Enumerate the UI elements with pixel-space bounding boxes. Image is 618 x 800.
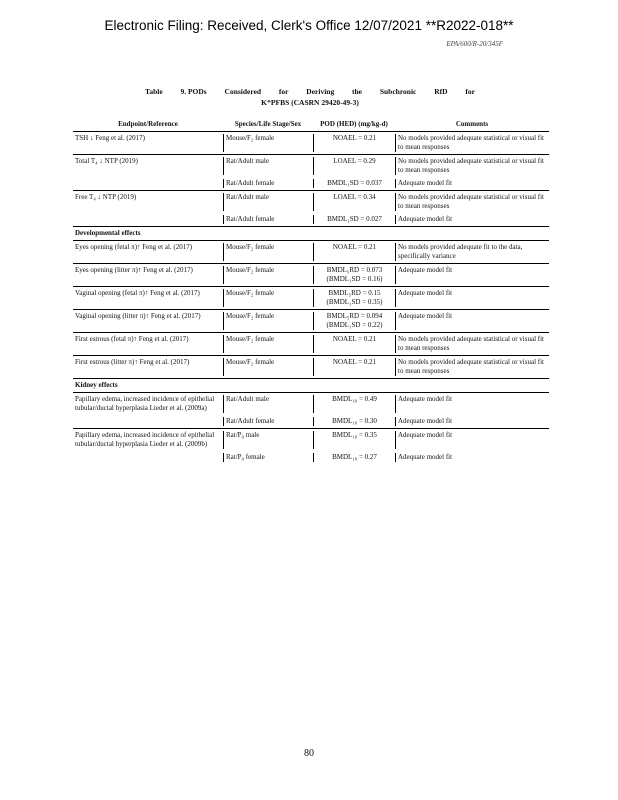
table-row [73,415,549,428]
table-row [73,131,549,154]
cell-species: Rat/P₀ male [223,431,313,449]
cell-pod: BMDL₁₀ = 0.27 [313,453,395,462]
cell-species: Mouse/F₂ female [223,266,313,284]
table-row [73,263,549,286]
table-row [73,154,549,177]
cell-endpoint [73,179,223,188]
section-row [73,226,549,240]
cell-endpoint: Vaginal opening (fetal π)↑ Feng et al. (2017) [75,289,200,297]
cell-pod: NOAEL = 0.21 [313,335,395,353]
pod-table [73,120,549,464]
cell-comments: No models provided adequate statistical or visual fit to mean responses [395,335,549,353]
table-row [73,240,549,263]
cell-species: Rat/Adult female [223,417,313,426]
cell-comments: Adequate model fit [395,431,549,449]
cell-endpoint: Eyes opening (litter π)↑ Feng et al. (2017) [75,266,193,274]
cell-comments: No models provided adequate statistical or visual fit to mean responses [395,358,549,376]
cell-comments: Adequate model fit [395,179,549,188]
cell-comments: Adequate model fit [395,312,549,330]
table-row [73,428,549,451]
caption-line-1 [145,86,475,97]
cell-comments: Adequate model fit [395,453,549,462]
cell-endpoint: First estrous (litter π)↑ Feng et al. (2017) [75,358,190,366]
caption-word: the [352,87,363,96]
cell-pod: BMDL₅RD = 0.073 (BMDL₁SD = 0.16) [313,266,395,284]
cell-endpoint: First estrous (fetal π)↑ Feng et al. (2017) [75,335,189,343]
caption-word: for [278,87,289,96]
table-row [73,309,549,332]
cell-comments: Adequate model fit [395,266,549,284]
cell-species: Rat/Adult female [223,215,313,224]
cell-endpoint: Eyes opening (fetal π)↑ Feng et al. (2017) [75,243,193,251]
page-number: 80 [304,748,314,759]
caption-word: Considered [224,87,262,96]
table-row [73,213,549,226]
cell-endpoint [73,417,223,426]
header-comments: Comments [455,120,489,128]
table-row [73,355,549,378]
table-caption [145,86,475,108]
cell-pod: BMDL₁SD = 0.027 [313,215,395,224]
cell-pod: BMDL₁SD = 0.037 [313,179,395,188]
header-pod: POD (HED) (mg/kg-d) [320,120,388,128]
cell-species: Mouse/F₂ female [223,335,313,353]
cell-pod: NOAEL = 0.21 [313,358,395,376]
cell-comments: Adequate model fit [395,289,549,307]
cell-species: Rat/Adult male [223,193,313,211]
cell-pod: NOAEL = 0.21 [313,134,395,152]
section-title: Kidney effects [75,381,118,389]
cell-comments: Adequate model fit [395,417,549,426]
cell-endpoint: Papillary edema, increased incidence of epithelial tubular/ductal hyperplasia Lieder et al. (2009b) [75,431,215,448]
cell-comments: No models provided adequate fit to the data, specifically variance [395,243,549,261]
cell-pod: BMDL₁₀ = 0.30 [313,417,395,426]
filing-header: Electronic Filing: Received, Clerk's Office 12/07/2021 **R2022-018** [104,18,514,33]
cell-species: Rat/Adult female [223,179,313,188]
cell-comments: No models provided adequate statistical or visual fit to mean responses [395,193,549,211]
cell-endpoint: Vaginal opening (litter π)↑ Feng et al. (2017) [75,312,201,320]
caption-word: 9. PODs [180,87,207,96]
caption-word: Table [145,87,163,96]
cell-endpoint: Total T₄ ↓ NTP (2019) [75,157,138,165]
cell-species: Mouse/F₂ female [223,312,313,330]
cell-comments: Adequate model fit [395,395,549,413]
cell-species: Mouse/F₂ female [223,358,313,376]
section-row [73,378,549,392]
cell-endpoint: Papillary edema, increased incidence of epithelial tubular/ductal hyperplasia Lieder et al. (2009a) [75,395,215,412]
caption-word: for [465,87,475,96]
header-species: Species/Life Stage/Sex [234,120,302,128]
cell-species: Mouse/F₂ female [223,134,313,152]
cell-species: Rat/Adult male [223,157,313,175]
cell-comments: Adequate model fit [395,215,549,224]
caption-word: Deriving [306,87,335,96]
cell-pod: NOAEL = 0.21 [313,243,395,261]
cell-comments: No models provided adequate statistical or visual fit to mean responses [395,157,549,175]
cell-species: Rat/P₀ female [223,453,313,462]
cell-endpoint [73,215,223,224]
cell-species: Mouse/F₂ female [223,289,313,307]
section-title: Developmental effects [75,229,141,237]
cell-pod: BMDL₅RD = 0.15 (BMDL₁SD = 0.35) [313,289,395,307]
caption-line-2: K⁺PFBS (CASRN 29420-49-3) [261,98,359,107]
table-row [73,451,549,464]
cell-pod: BMDL₅RD = 0.094 (BMDL₁SD = 0.22) [313,312,395,330]
cell-endpoint: TSH ↓ Feng et al. (2017) [75,134,145,142]
cell-pod: BMDL₁₀ = 0.35 [313,431,395,449]
header-endpoint: Endpoint/Reference [118,120,178,128]
cell-pod: LOAEL = 0.29 [313,157,395,175]
table-body [73,131,549,464]
table-row [73,286,549,309]
cell-endpoint [73,453,223,462]
table-row [73,392,549,415]
caption-word: RfD [434,87,448,96]
cell-pod: LOAEL = 0.34 [313,193,395,211]
caption-word: Subchronic [379,87,417,96]
table-row [73,332,549,355]
cell-species: Rat/Adult male [223,395,313,413]
table-row [73,177,549,190]
cell-endpoint: Free T₄ ↓ NTP (2019) [75,193,137,201]
document-id: EPA/600/R-20/345F [446,40,503,48]
cell-pod: BMDL₁₀ = 0.49 [313,395,395,413]
cell-comments: No models provided adequate statistical or visual fit to mean responses [395,134,549,152]
table-header [73,120,549,131]
cell-species: Mouse/F₂ female [223,243,313,261]
table-row [73,190,549,213]
